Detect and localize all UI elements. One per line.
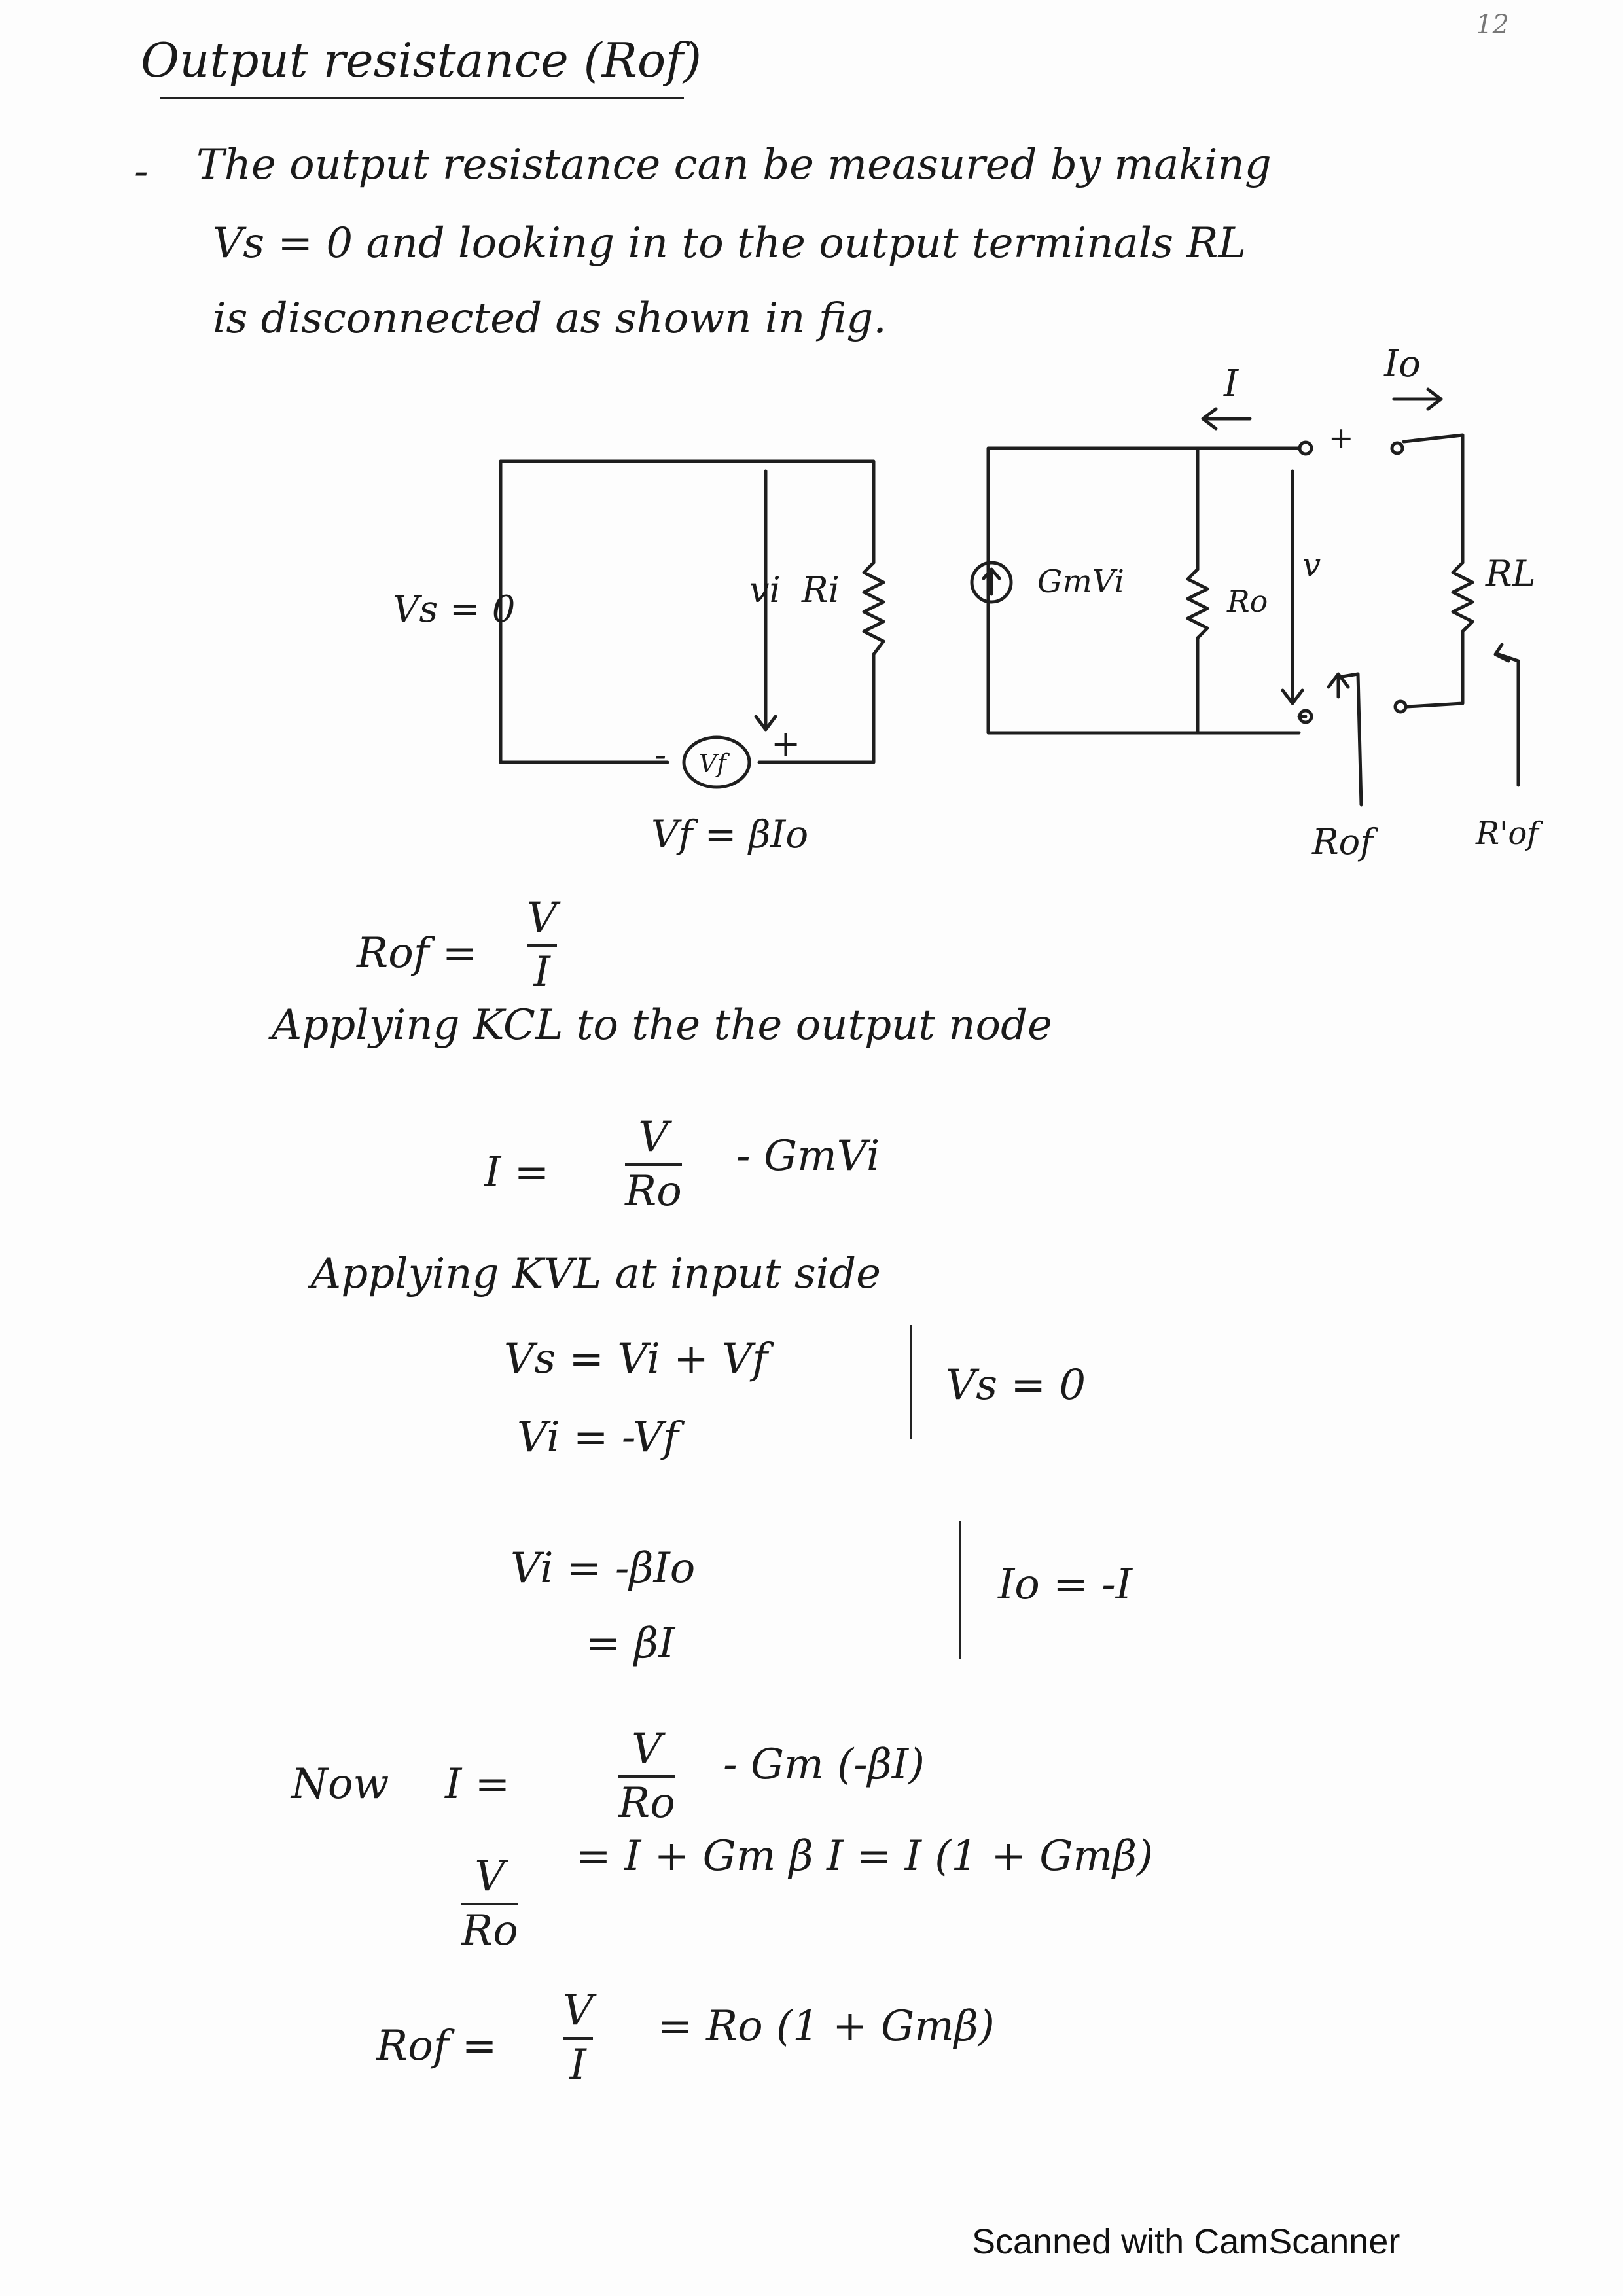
- step-numerator: V: [474, 1852, 505, 1901]
- vf-plus-label: +: [771, 723, 801, 764]
- intro-bullet: -: [134, 147, 149, 196]
- ro-resistor: [1188, 569, 1207, 638]
- kvl-side-2: Io = -I: [998, 1561, 1133, 1609]
- output-terminal-top: [1300, 442, 1311, 454]
- v-label: v: [1302, 546, 1321, 584]
- fraction-bar: [461, 1903, 518, 1905]
- ro-label: Ro: [1227, 584, 1268, 619]
- gm-label: GmVi: [1037, 563, 1125, 600]
- page-title: Output resistance (Rof): [141, 33, 702, 88]
- kcl-heading: Applying KCL to the the output node: [272, 1001, 1052, 1050]
- vs-label: Vs = 0: [393, 588, 516, 631]
- rof-prime-label: R'of: [1476, 815, 1539, 852]
- feedback-circuit-diagram: [0, 0, 1623, 949]
- rof-prime-bracket: [1499, 654, 1518, 785]
- kvl-line-1: Vs = Vi + Vf: [504, 1335, 768, 1383]
- kvl-line-4: = βI: [586, 1619, 675, 1668]
- kcl-fraction: [625, 1113, 682, 1216]
- vf-source-label: Vf: [699, 749, 726, 778]
- kvl-line-3: Vi = -βIo: [510, 1544, 696, 1593]
- rof-label: Rof: [1312, 821, 1374, 862]
- fraction-bar: [563, 2037, 593, 2040]
- vf-equation: Vf = βIo: [651, 812, 809, 857]
- intro-line-3: is disconnected as shown in fig.: [213, 294, 887, 343]
- intro-line-2: Vs = 0 and looking in to the output terminals RL: [213, 219, 1246, 268]
- intro-line-1: The output resistance can be measured by making: [196, 141, 1272, 189]
- step-fraction: [461, 1852, 518, 1956]
- final-lhs: Rof =: [376, 2022, 497, 2070]
- fraction-bar: [527, 944, 557, 947]
- kvl-side-1: Vs = 0: [946, 1361, 1086, 1409]
- rl-bottom-wire: [1407, 631, 1463, 707]
- now-numerator: V: [632, 1725, 662, 1773]
- plus-terminal-label: +: [1329, 420, 1354, 455]
- kvl-divider-2: [959, 1521, 961, 1659]
- kcl-numerator: V: [638, 1113, 669, 1161]
- rof-definition-fraction: [527, 896, 557, 995]
- io-label: Io: [1384, 343, 1421, 385]
- rof-definition-denominator: I: [533, 948, 550, 997]
- rl-terminal-bottom: [1395, 701, 1406, 712]
- ri-resistor: [864, 563, 883, 654]
- final-fraction: [563, 1987, 594, 2090]
- rl-terminal-top: [1392, 443, 1402, 453]
- kvl-heading: Applying KVL at input side: [311, 1250, 881, 1298]
- now-rhs: - Gm (-βI): [723, 1740, 925, 1789]
- kcl-rhs: - GmVi: [736, 1132, 880, 1180]
- rl-resistor: [1453, 563, 1472, 631]
- input-loop-wire: [501, 461, 874, 563]
- final-rhs: = Ro (1 + Gmβ): [658, 2002, 995, 2051]
- rof-bracket: [1338, 674, 1361, 805]
- scanner-watermark: Scanned with CamScanner: [972, 2222, 1400, 2261]
- rl-top-wire: [1404, 435, 1463, 563]
- final-numerator: V: [563, 1987, 594, 2035]
- final-denominator: I: [569, 2041, 586, 2090]
- fraction-bar: [618, 1775, 675, 1778]
- vi-label: vi: [749, 569, 781, 610]
- rof-definition-numerator: V: [527, 894, 558, 942]
- step-denominator: Ro: [461, 1907, 518, 1956]
- rl-label: RL: [1486, 553, 1536, 594]
- vf-minus-label: -: [654, 734, 667, 775]
- fraction-bar: [625, 1163, 682, 1166]
- rof-prime-arrow: [1495, 645, 1508, 661]
- i-label: I: [1224, 362, 1239, 405]
- page-number: 12: [1476, 10, 1509, 40]
- kcl-lhs: I =: [484, 1148, 550, 1197]
- kcl-denominator: Ro: [625, 1167, 682, 1216]
- now-word: Now: [291, 1760, 389, 1809]
- step-rhs: = I + Gm β I = I (1 + Gmβ): [576, 1832, 1154, 1881]
- ri-label: Ri: [802, 569, 840, 610]
- now-denominator: Ro: [618, 1779, 675, 1828]
- now-lhs: I =: [445, 1760, 510, 1809]
- now-fraction: [618, 1727, 675, 1826]
- kvl-divider-1: [910, 1325, 912, 1439]
- rof-definition-lhs: Rof =: [357, 929, 478, 978]
- kvl-line-2: Vi = -Vf: [517, 1413, 679, 1462]
